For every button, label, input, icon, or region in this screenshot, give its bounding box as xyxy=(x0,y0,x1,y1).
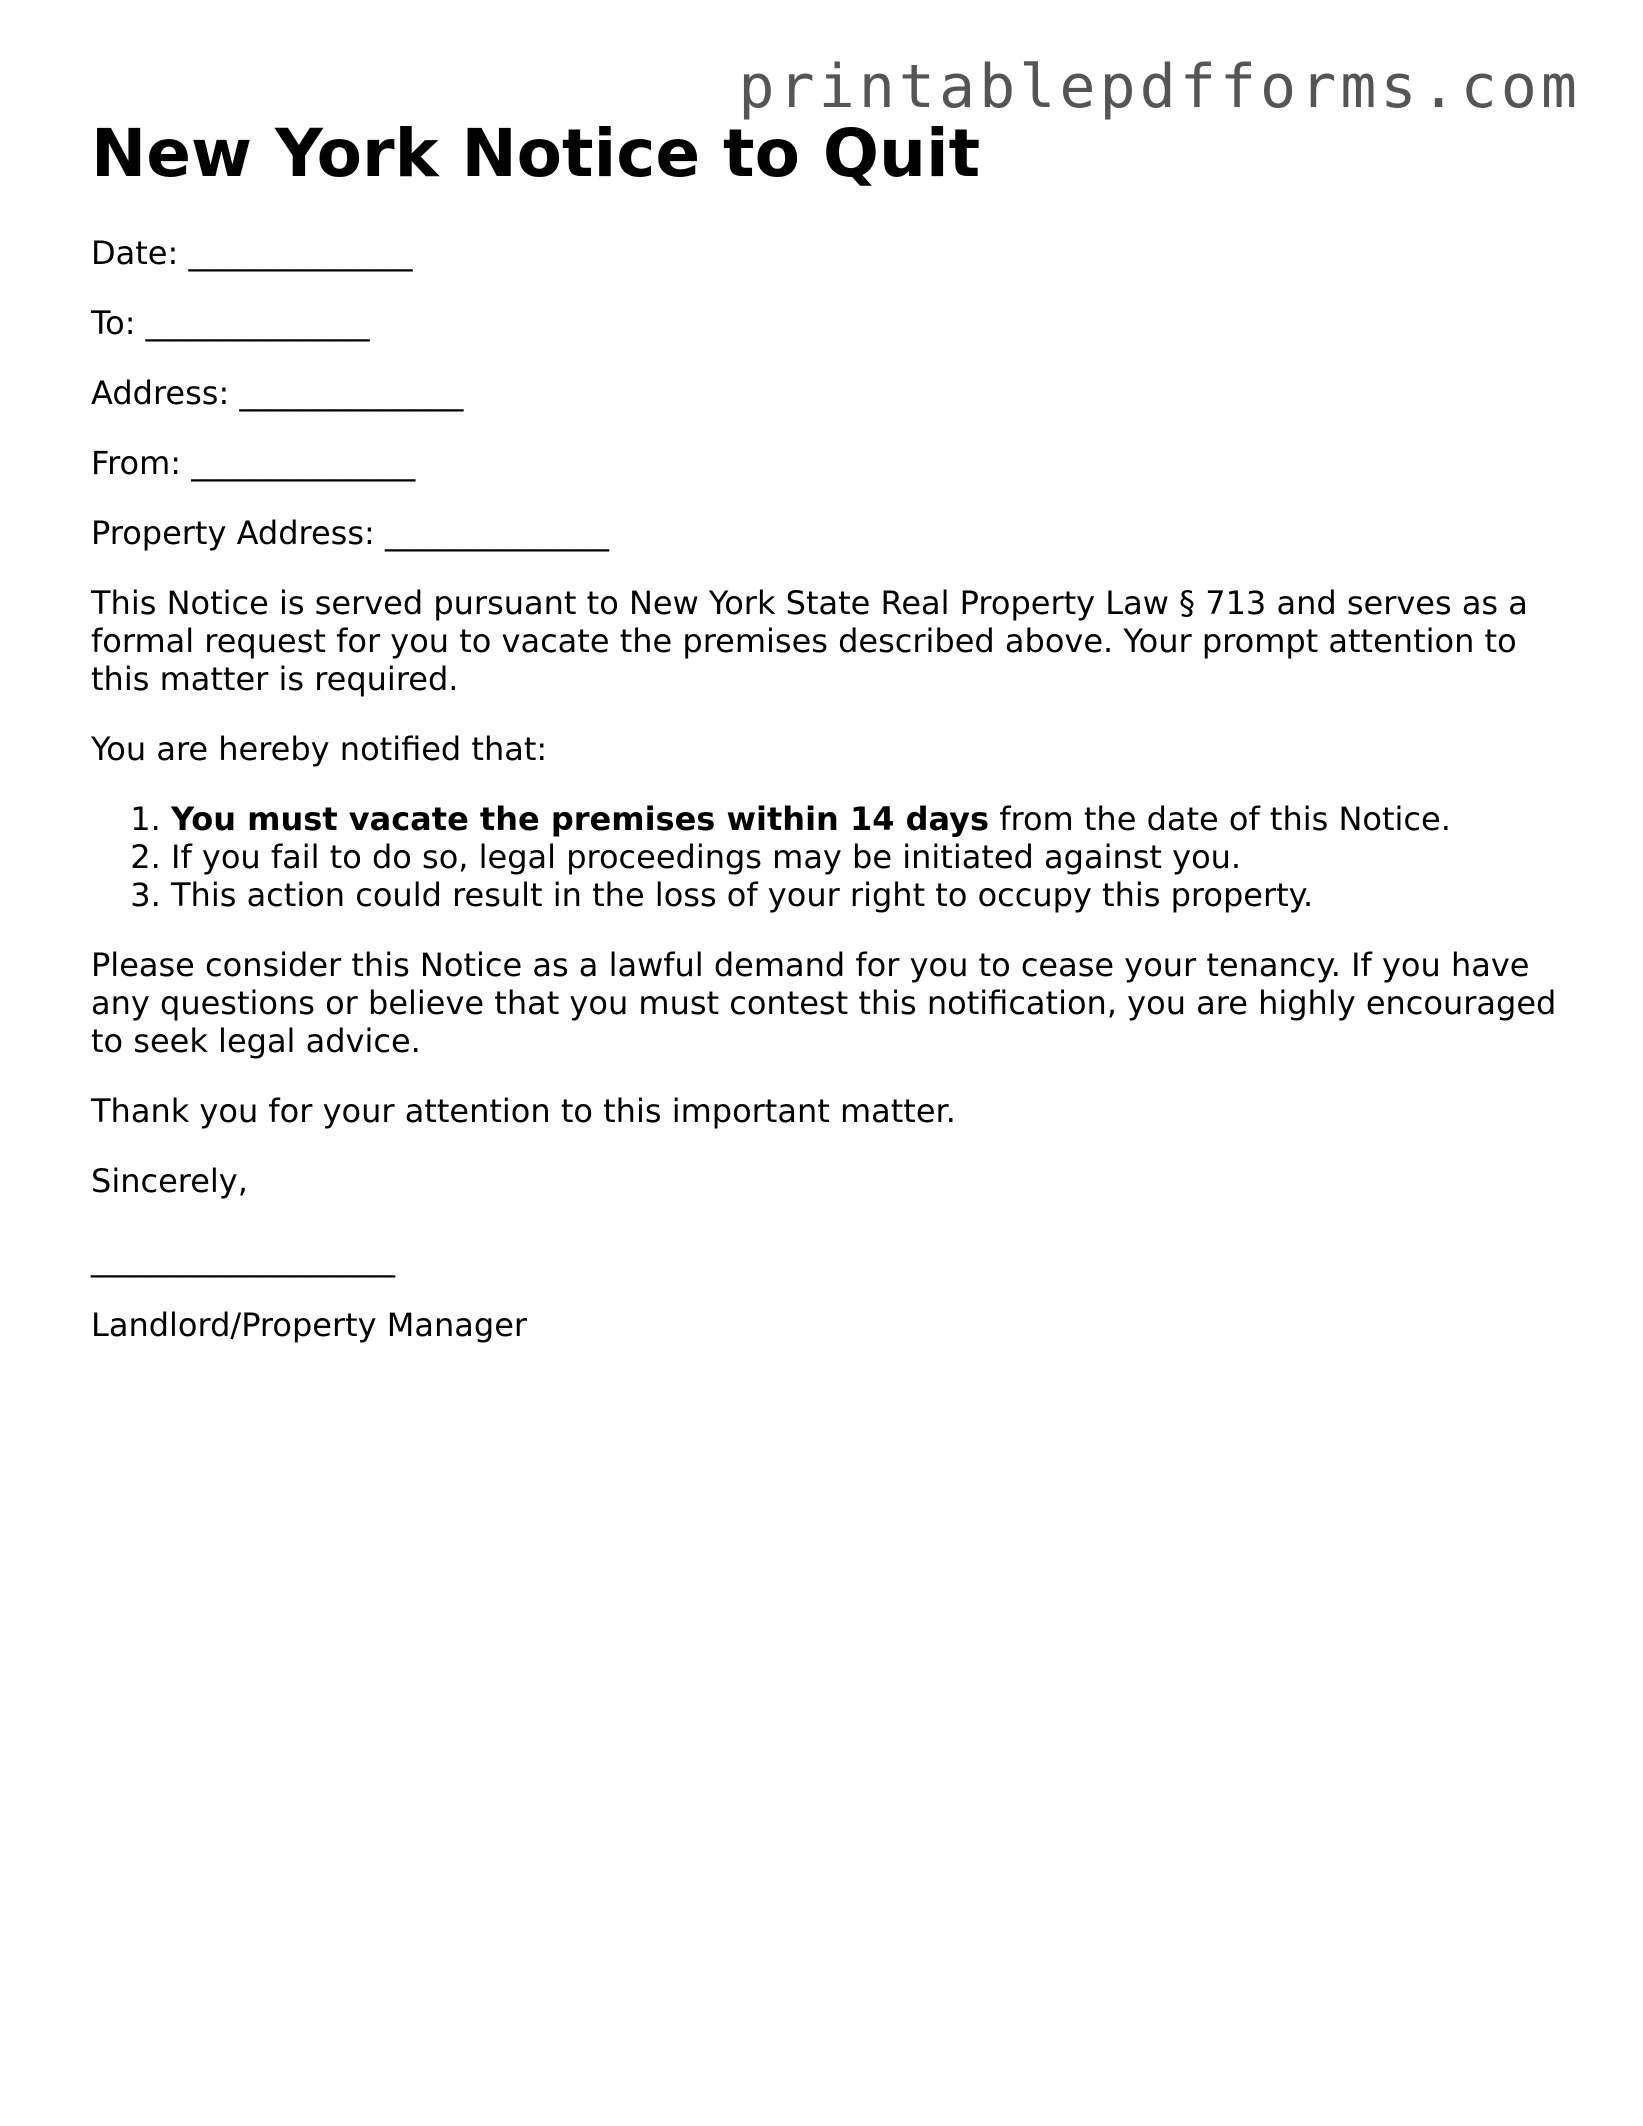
property-address-field xyxy=(91,514,1571,552)
list-item-text: If you fail to do so, legal proceedings may be initiated against you. xyxy=(171,838,1242,876)
to-blank[interactable]: ______________ xyxy=(145,304,370,342)
page-title: New York Notice to Quit xyxy=(91,115,981,192)
list-item xyxy=(171,838,1571,876)
from-blank[interactable]: ______________ xyxy=(191,444,416,482)
notice-document xyxy=(91,116,1571,1376)
address-field xyxy=(91,374,1571,412)
intro-paragraph: This Notice is served pursuant to New York State Real Property Law § 713 and serves as a formal request for you to vacate the premises described above. Your prompt attention to this matter is required. xyxy=(91,584,1528,698)
notified-lead: You are hereby notified that: xyxy=(91,730,548,768)
list-item-text: This action could result in the loss of your right to occupy this property. xyxy=(171,876,1314,914)
from-label: From: xyxy=(91,444,182,482)
list-item xyxy=(171,876,1571,914)
list-item-bold: You must vacate the premises within 14 days xyxy=(171,800,990,838)
watermark: printablepdfforms.com xyxy=(738,52,1581,122)
list-item xyxy=(171,800,1571,838)
thanks-paragraph: Thank you for your attention to this important matter. xyxy=(91,1092,956,1130)
signature-line[interactable]: ___________________ xyxy=(91,1240,395,1278)
closing: Sincerely, xyxy=(91,1162,248,1200)
property-address-label: Property Address: xyxy=(91,514,375,552)
date-label: Date: xyxy=(91,234,179,272)
signer-title: Landlord/Property Manager xyxy=(91,1306,528,1344)
date-field xyxy=(91,234,1571,272)
to-label: To: xyxy=(91,304,136,342)
notice-list xyxy=(91,800,1571,914)
consider-paragraph: Please consider this Notice as a lawful demand for you to cease your tenancy. If you have any questions or believe that you must contest this notification, you are highly encouraged to seek legal advice. xyxy=(91,946,1557,1060)
property-address-blank[interactable]: ______________ xyxy=(384,514,609,552)
from-field xyxy=(91,444,1571,482)
list-item-text: from the date of this Notice. xyxy=(989,800,1451,838)
address-label: Address: xyxy=(91,374,230,412)
date-blank[interactable]: ______________ xyxy=(188,234,413,272)
address-blank[interactable]: ______________ xyxy=(239,374,464,412)
to-field xyxy=(91,304,1571,342)
